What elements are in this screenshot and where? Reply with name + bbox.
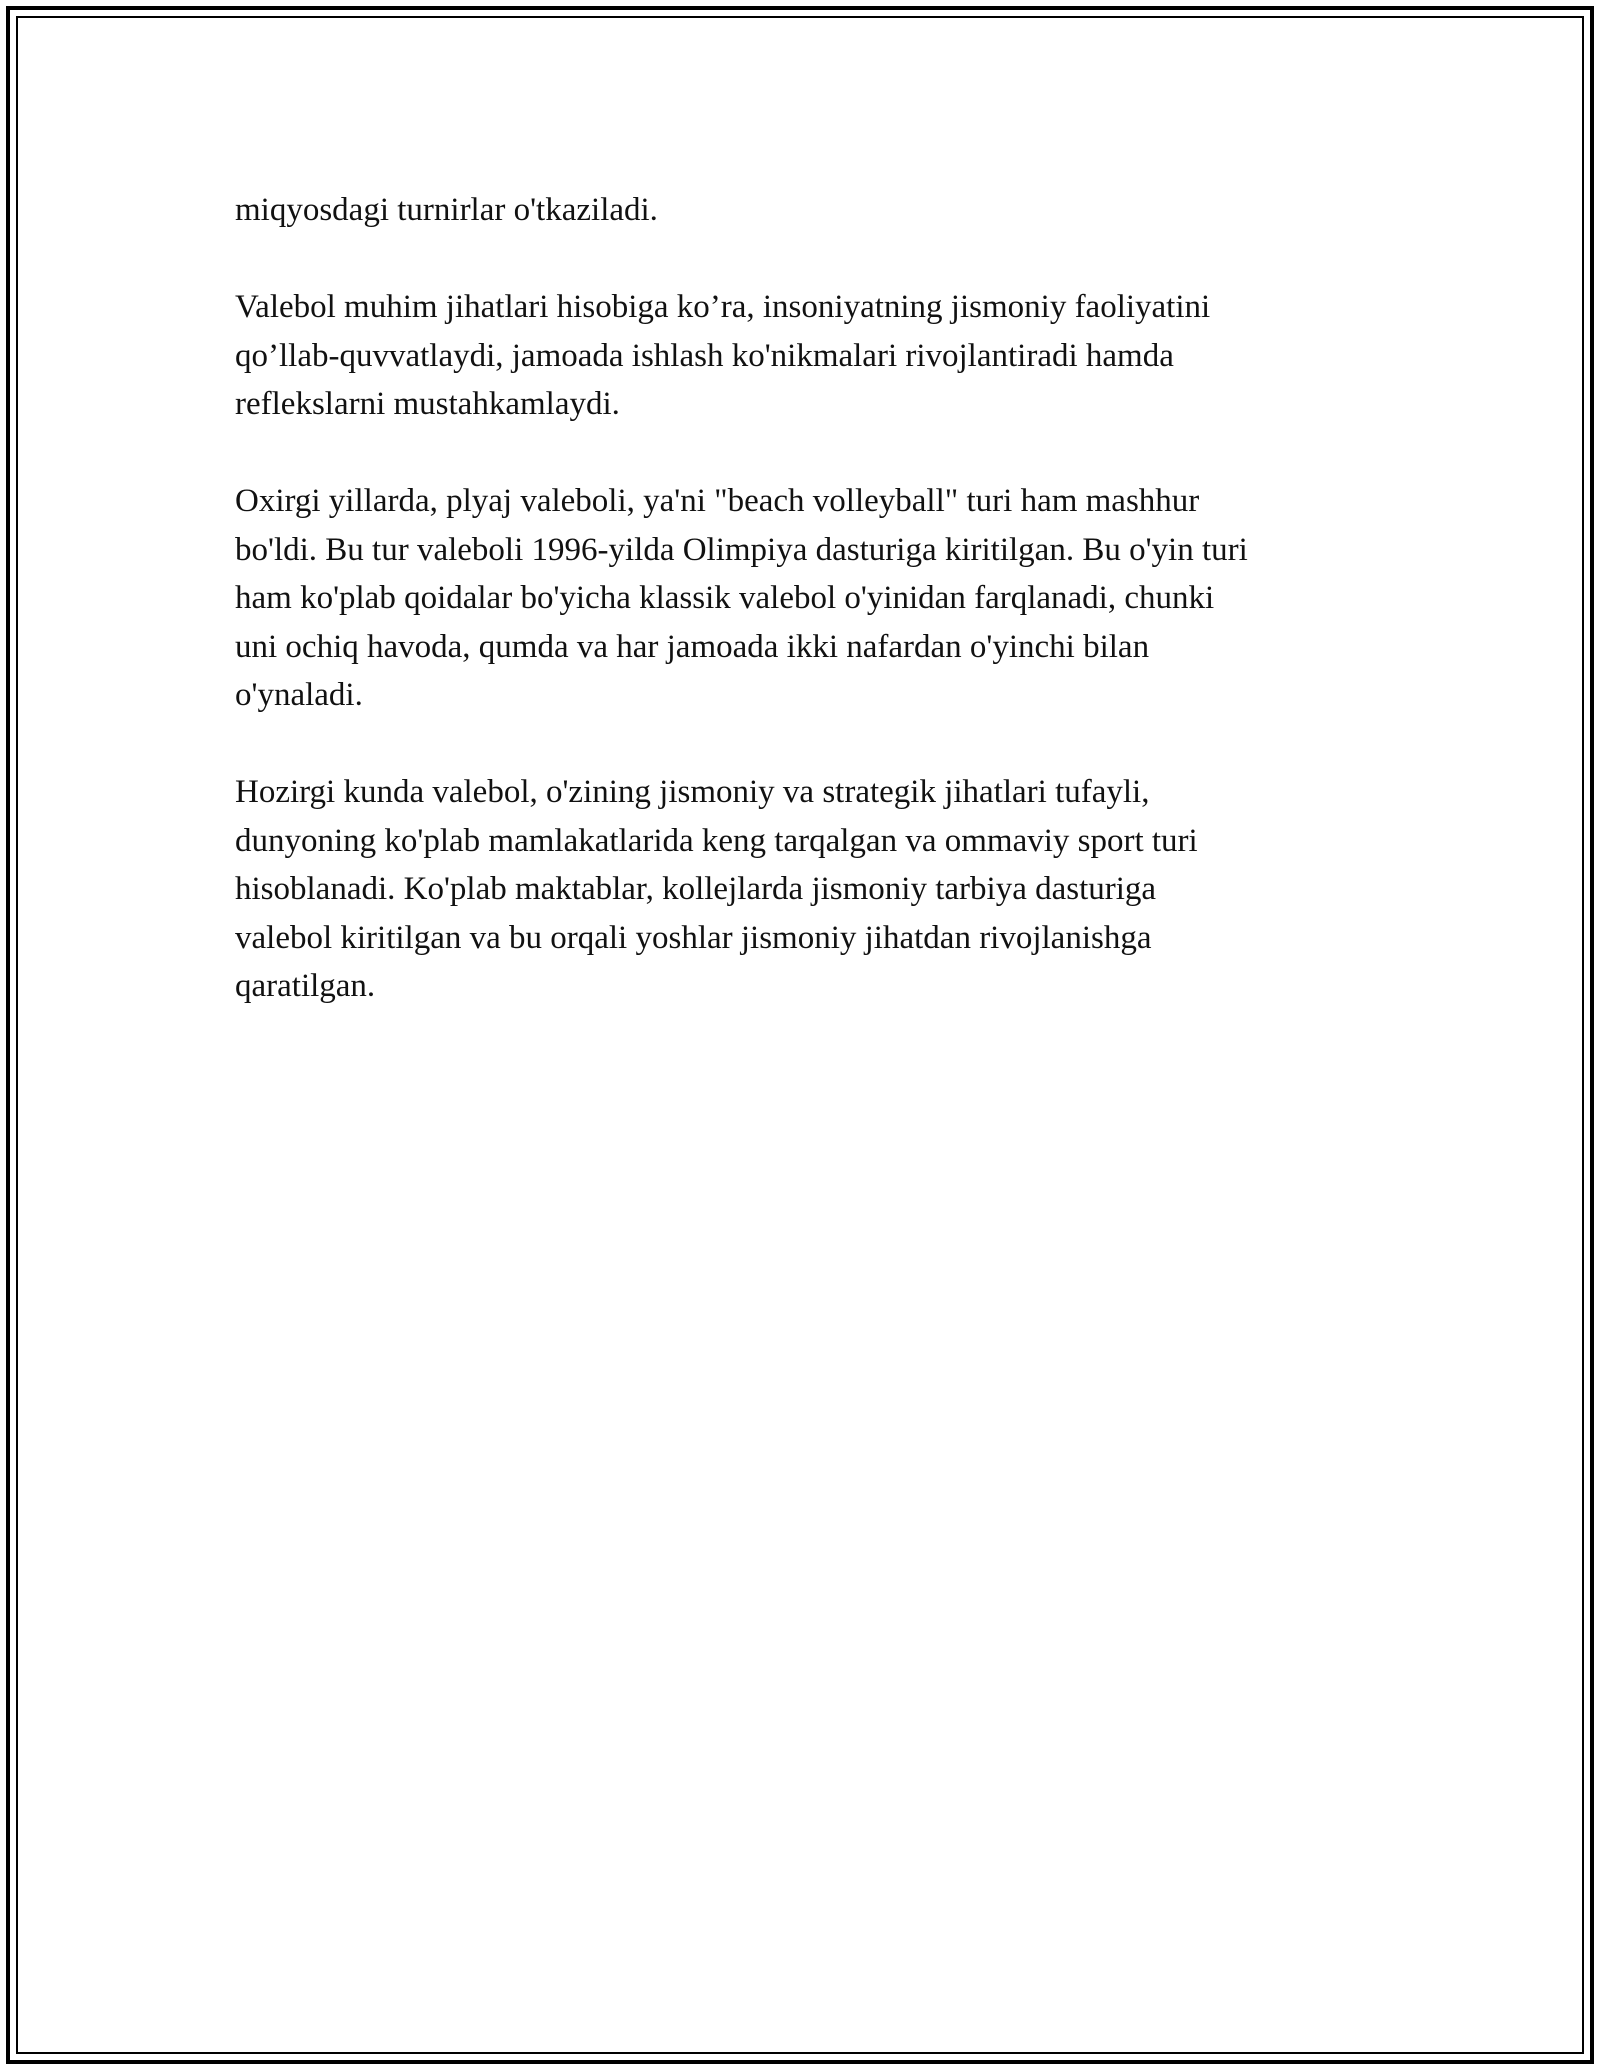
text-line: qaratilgan. bbox=[235, 968, 376, 1004]
text-line: Hozirgi kunda valebol, o'zining jismoniy va strategik jihatlari tufayli, bbox=[235, 774, 1150, 810]
text-line: hisoblanadi. Ko'plab maktablar, kollejlarda jismoniy tarbiya dasturiga bbox=[235, 871, 1157, 907]
paragraph-1 bbox=[235, 186, 1365, 235]
text-line: bo'ldi. Bu tur valeboli 1996-yilda Olimpiya dasturiga kiritilgan. Bu o'yin turi bbox=[235, 531, 1248, 568]
text-line: Valebol muhim jihatlari hisobiga ko’ra, insoniyatning jismoniy faoliyatini bbox=[235, 289, 1211, 325]
text-line: uni ochiq havoda, qumda va har jamoada ikki nafardan o'yinchi bilan bbox=[235, 628, 1150, 665]
paragraph-4 bbox=[235, 768, 1365, 1011]
text-line: dunyoning ko'plab mamlakatlarida keng tarqalgan va ommaviy sport turi bbox=[235, 822, 1198, 859]
document-body bbox=[235, 186, 1365, 1059]
text-line: reflekslarni mustahkamlaydi. bbox=[235, 386, 620, 422]
text-line: qo’llab-quvvatlaydi, jamoada ishlash ko'nikmalari rivojlantiradi hamda bbox=[235, 337, 1174, 374]
text-line: miqyosdagi turnirlar o'tkaziladi. bbox=[235, 192, 658, 228]
text-line: o'ynaladi. bbox=[235, 677, 363, 713]
text-line: valebol kiritilgan va bu orqali yoshlar jismoniy jihatdan rivojlanishga bbox=[235, 919, 1152, 956]
text-line: Oxirgi yillarda, plyaj valeboli, ya'ni "beach volleyball" turi ham mashhur bbox=[235, 483, 1200, 519]
paragraph-2 bbox=[235, 283, 1365, 429]
paragraph-3 bbox=[235, 477, 1365, 720]
text-line: ham ko'plab qoidalar bo'yicha klassik valebol o'yinidan farqlanadi, chunki bbox=[235, 580, 1215, 616]
